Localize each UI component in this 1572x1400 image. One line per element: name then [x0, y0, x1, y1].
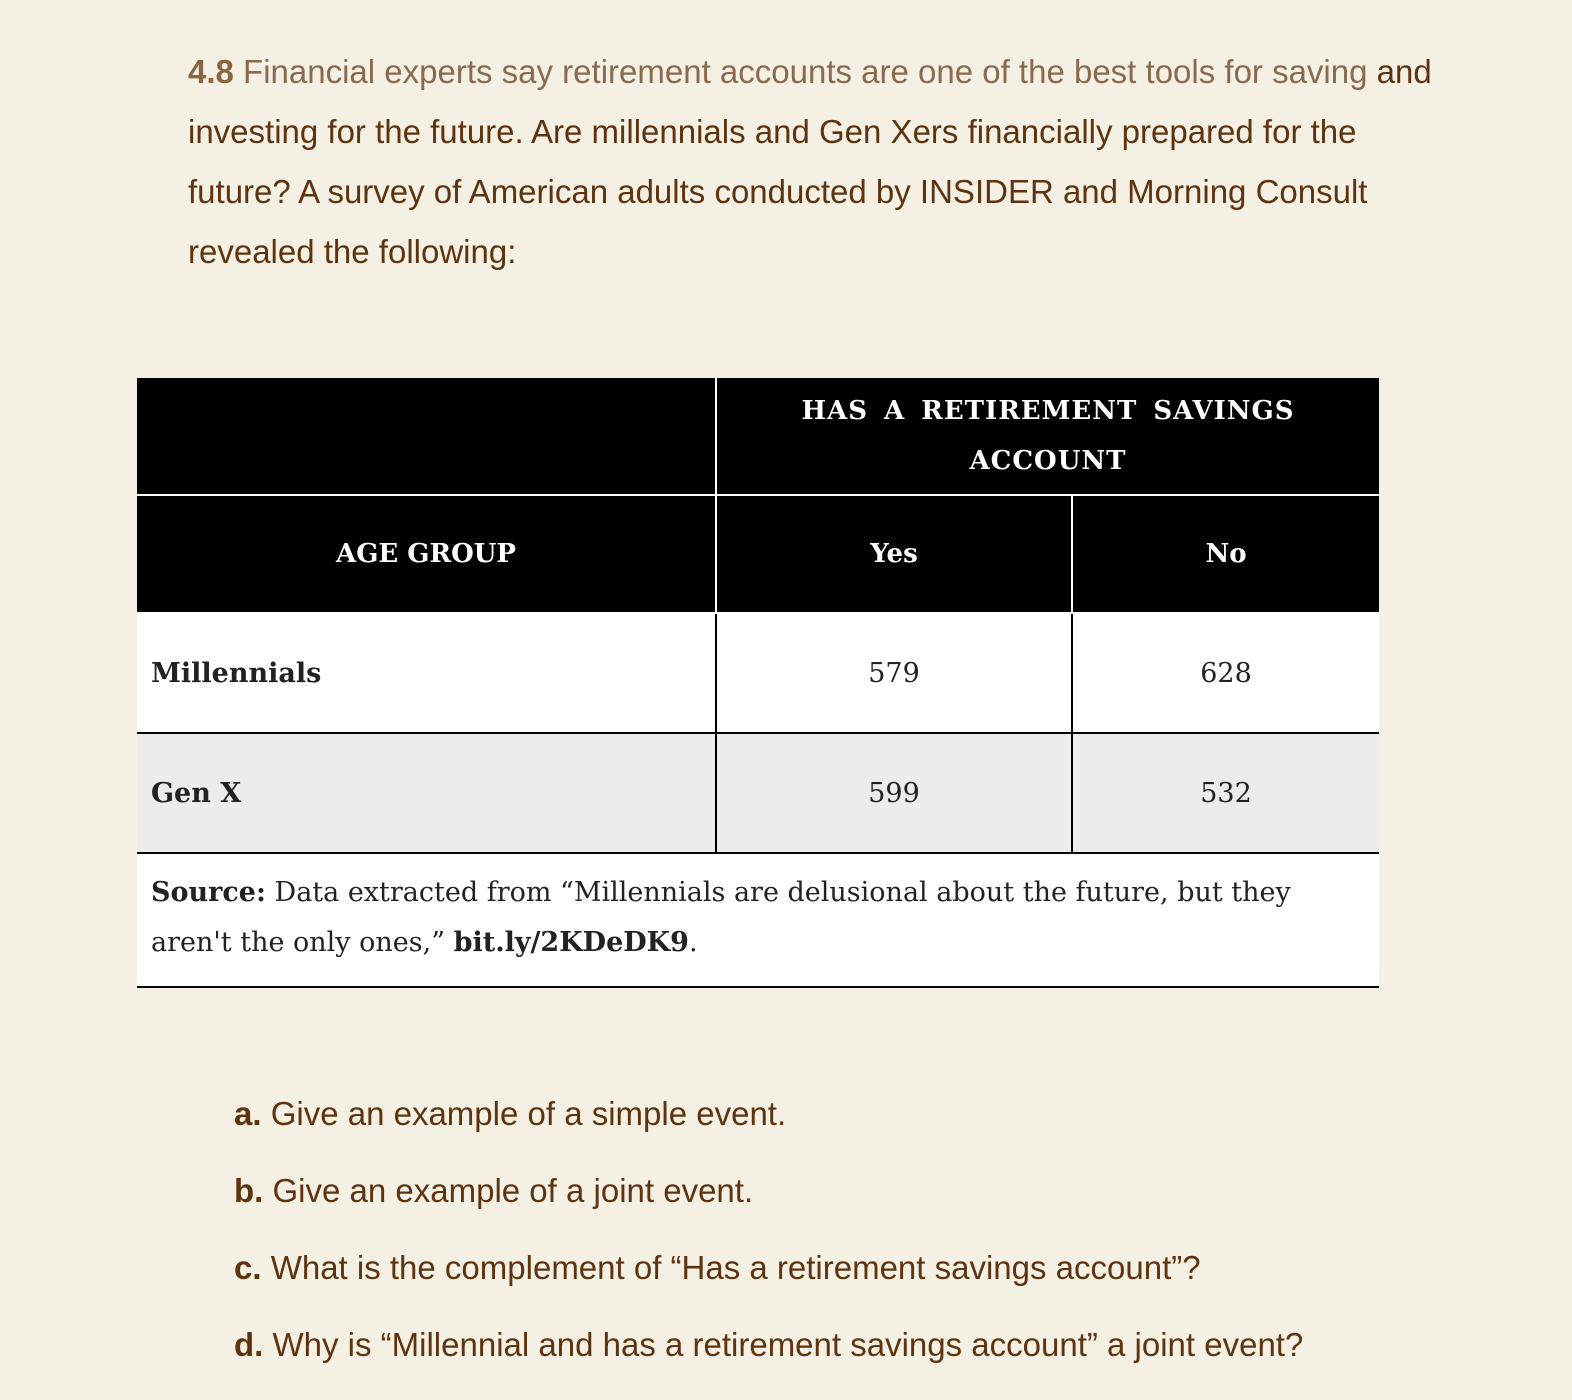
source-end: .: [688, 927, 698, 958]
table-group-header-row: [137, 378, 1379, 495]
cell-gen-x-yes: 599: [716, 733, 1072, 853]
question-text: Why is “Millennial and has a retirement savings account” a joint event?: [272, 1326, 1304, 1363]
problem-number: 4.8: [188, 53, 234, 90]
table-corner-cell: [137, 378, 716, 495]
problem-text: and investing for the future. Are millennials and Gen Xers financially prepared for the future? A survey of American adults conducted by INSIDER and Morning Consult revealed the following:: [188, 53, 1432, 270]
question-item: [234, 1088, 1303, 1165]
question-letter: d.: [234, 1326, 264, 1363]
question-letter: a.: [234, 1095, 262, 1132]
table-source-row: [137, 853, 1379, 987]
contingency-table: [137, 378, 1379, 988]
question-text: Give an example of a joint event.: [272, 1172, 754, 1209]
row-label-gen-x: Gen X: [137, 733, 716, 853]
question-text: Give an example of a simple event.: [270, 1095, 787, 1132]
column-header-yes: Yes: [716, 495, 1072, 613]
question-item: [234, 1242, 1303, 1319]
table-subheader-row: [137, 495, 1379, 613]
question-text: What is the complement of “Has a retirement savings account”?: [270, 1249, 1201, 1286]
question-letter: c.: [234, 1249, 262, 1286]
source-label: Source:: [151, 877, 266, 908]
table-row: [137, 733, 1379, 853]
group-header: HAS A RETIREMENT SAVINGS ACCOUNT: [716, 378, 1379, 495]
table-row: [137, 613, 1379, 733]
column-header-no: No: [1072, 495, 1379, 613]
row-header-age-group: AGE GROUP: [137, 495, 716, 613]
question-list: [234, 1088, 1303, 1396]
source-link: bit.ly/2KDeDK9: [453, 927, 689, 958]
cell-millennials-no: 628: [1072, 613, 1379, 733]
question-letter: b.: [234, 1172, 264, 1209]
source-text: Data extracted from “Millennials are delusional about the future, but they aren't the only ones,”: [151, 877, 1291, 958]
cell-gen-x-no: 532: [1072, 733, 1379, 853]
cell-millennials-yes: 579: [716, 613, 1072, 733]
problem-lead: Financial experts say retirement accounts are one of the best tools for saving: [243, 53, 1368, 90]
source-note: [137, 853, 1379, 987]
row-label-millennials: Millennials: [137, 613, 716, 733]
problem-intro: [188, 42, 1458, 282]
question-item: [234, 1165, 1303, 1242]
question-item: [234, 1319, 1303, 1396]
